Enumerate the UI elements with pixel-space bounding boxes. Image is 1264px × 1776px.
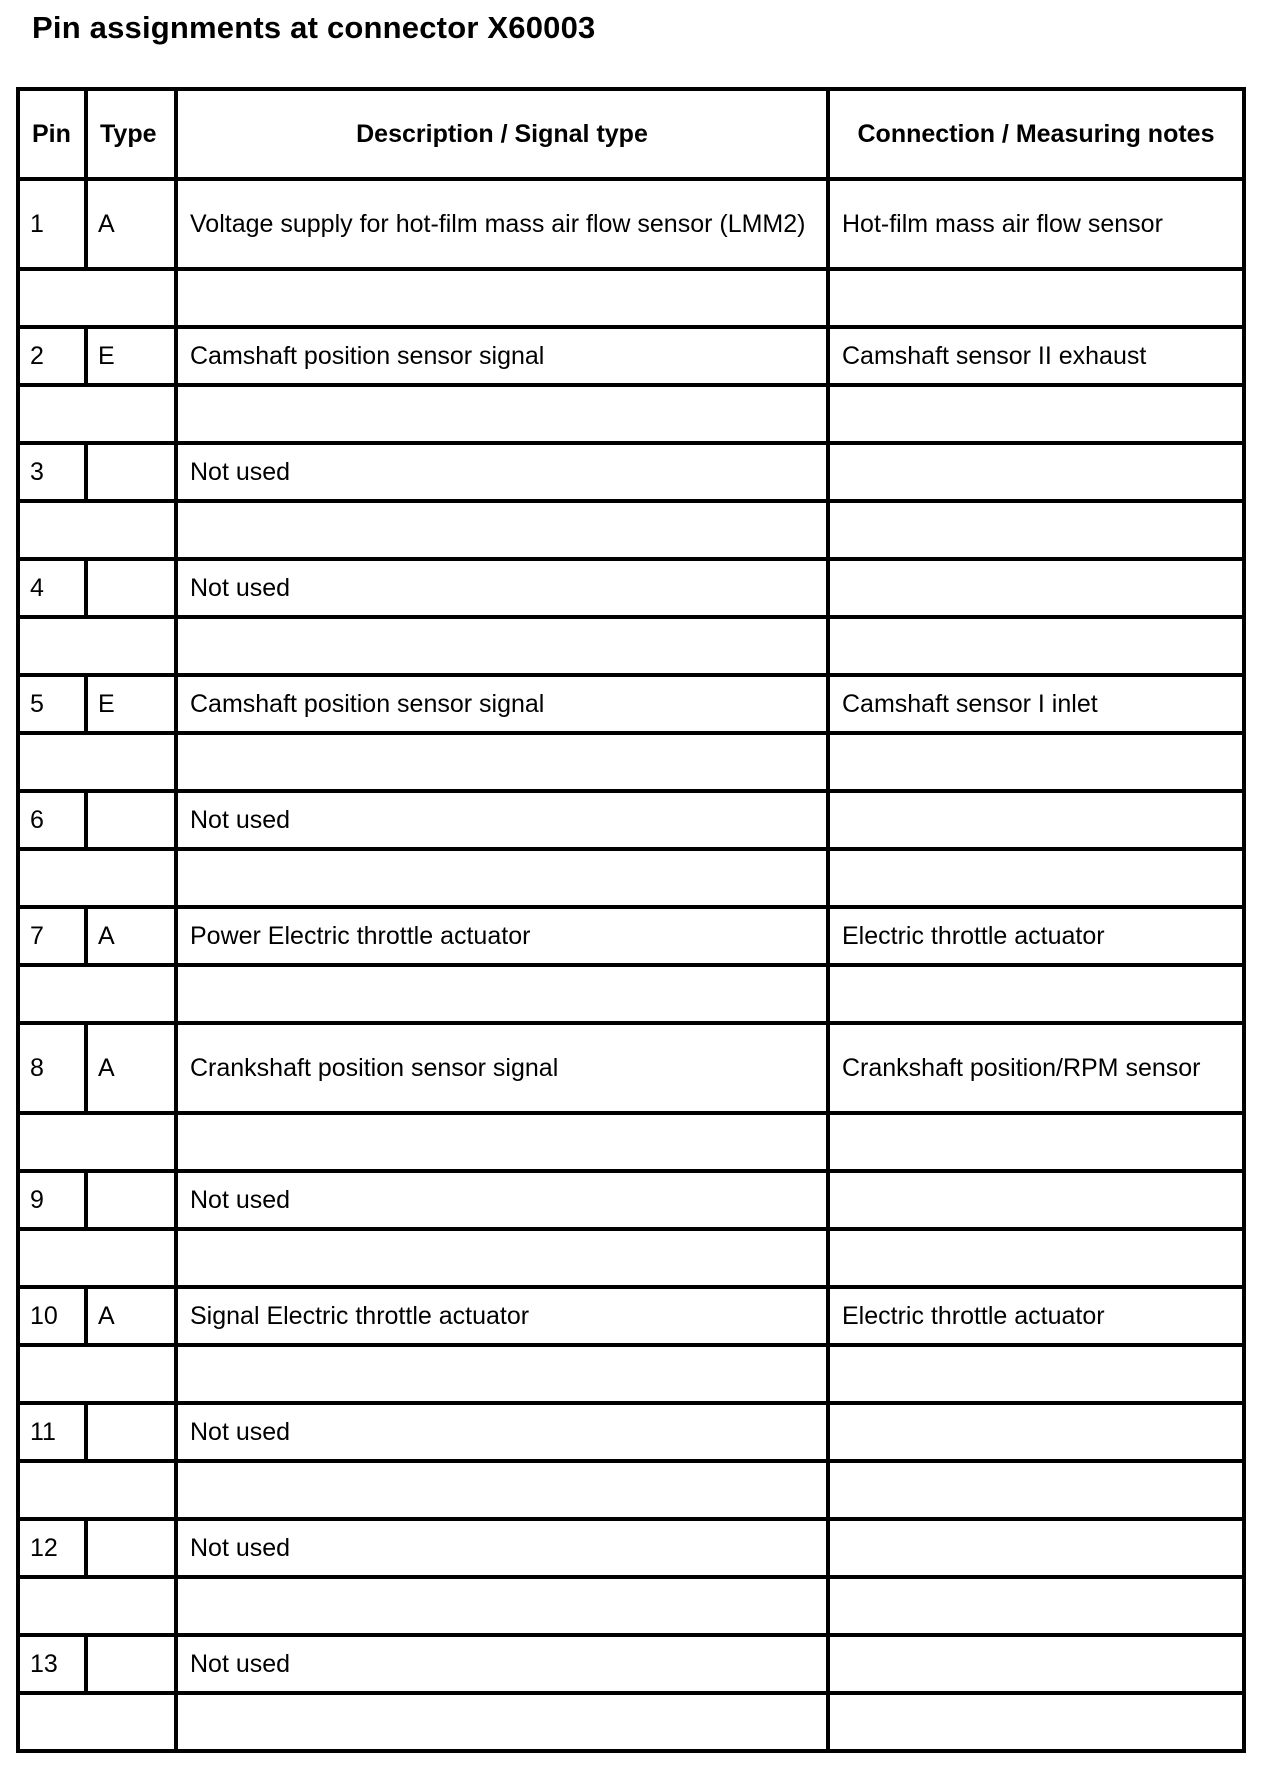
table-row	[18, 1171, 1244, 1229]
spacer-cell	[18, 1345, 176, 1403]
page-title: Pin assignments at connector X60003	[32, 10, 596, 45]
spacer-row	[18, 965, 1244, 1023]
spacer-cell	[176, 1345, 828, 1403]
description-cell: Not used	[176, 559, 828, 617]
description-cell: Signal Electric throttle actuator	[176, 1287, 828, 1345]
spacer-cell	[828, 385, 1244, 443]
pin-type-cell	[86, 1403, 176, 1461]
spacer-cell	[176, 1577, 828, 1635]
pin-number-cell: 3	[18, 443, 86, 501]
spacer-row	[18, 733, 1244, 791]
header-description: Description / Signal type	[176, 89, 828, 179]
spacer-cell	[18, 1461, 176, 1519]
description-cell: Not used	[176, 1519, 828, 1577]
table-row	[18, 1403, 1244, 1461]
connection-cell: Electric throttle actuator	[828, 1287, 1244, 1345]
spacer-cell	[18, 849, 176, 907]
spacer-cell	[18, 617, 176, 675]
spacer-row	[18, 501, 1244, 559]
pin-number-cell: 2	[18, 327, 86, 385]
pin-type-cell: E	[86, 327, 176, 385]
description-cell: Not used	[176, 791, 828, 849]
spacer-row	[18, 385, 1244, 443]
connection-cell	[828, 559, 1244, 617]
spacer-cell	[18, 965, 176, 1023]
pin-number-cell: 12	[18, 1519, 86, 1577]
pin-number-cell: 1	[18, 179, 86, 269]
spacer-row	[18, 1345, 1244, 1403]
pin-number-cell: 10	[18, 1287, 86, 1345]
connection-cell	[828, 443, 1244, 501]
description-cell: Not used	[176, 1403, 828, 1461]
pin-type-cell	[86, 1635, 176, 1693]
table-header-row	[18, 89, 1244, 179]
pin-type-cell: A	[86, 1287, 176, 1345]
header-pin: Pin	[18, 89, 86, 179]
table-row	[18, 907, 1244, 965]
spacer-cell	[18, 1113, 176, 1171]
pin-type-cell	[86, 791, 176, 849]
connection-cell: Hot-film mass air flow sensor	[828, 179, 1244, 269]
spacer-cell	[176, 1461, 828, 1519]
spacer-cell	[828, 965, 1244, 1023]
pin-type-cell	[86, 1171, 176, 1229]
pin-type-cell: A	[86, 907, 176, 965]
connection-cell: Electric throttle actuator	[828, 907, 1244, 965]
pin-type-cell	[86, 443, 176, 501]
description-cell: Voltage supply for hot-film mass air flow sensor (LMM2)	[176, 179, 828, 269]
spacer-cell	[18, 1693, 176, 1751]
spacer-cell	[18, 1577, 176, 1635]
table-body	[18, 179, 1244, 1751]
spacer-row	[18, 849, 1244, 907]
description-cell: Crankshaft position sensor signal	[176, 1023, 828, 1113]
spacer-cell	[176, 501, 828, 559]
table-row	[18, 791, 1244, 849]
pin-type-cell	[86, 559, 176, 617]
header-type: Type	[86, 89, 176, 179]
spacer-cell	[176, 617, 828, 675]
spacer-cell	[176, 1113, 828, 1171]
spacer-row	[18, 1113, 1244, 1171]
table-row	[18, 1287, 1244, 1345]
table-row	[18, 443, 1244, 501]
spacer-cell	[176, 1229, 828, 1287]
spacer-cell	[828, 1229, 1244, 1287]
spacer-cell	[176, 965, 828, 1023]
spacer-cell	[18, 501, 176, 559]
spacer-cell	[828, 1577, 1244, 1635]
spacer-cell	[18, 269, 176, 327]
connection-cell	[828, 1171, 1244, 1229]
spacer-cell	[828, 849, 1244, 907]
spacer-cell	[18, 385, 176, 443]
spacer-cell	[176, 733, 828, 791]
table-row	[18, 1519, 1244, 1577]
spacer-row	[18, 1461, 1244, 1519]
spacer-cell	[18, 1229, 176, 1287]
spacer-cell	[828, 501, 1244, 559]
description-cell: Power Electric throttle actuator	[176, 907, 828, 965]
spacer-cell	[176, 385, 828, 443]
spacer-row	[18, 269, 1244, 327]
table-row	[18, 327, 1244, 385]
pin-number-cell: 5	[18, 675, 86, 733]
pin-number-cell: 11	[18, 1403, 86, 1461]
spacer-cell	[828, 617, 1244, 675]
spacer-row	[18, 1229, 1244, 1287]
pin-assignment-table	[16, 87, 1246, 1753]
spacer-cell	[828, 1345, 1244, 1403]
connection-cell: Camshaft sensor II exhaust	[828, 327, 1244, 385]
spacer-cell	[18, 733, 176, 791]
connection-cell	[828, 1403, 1244, 1461]
spacer-cell	[176, 269, 828, 327]
pin-number-cell: 13	[18, 1635, 86, 1693]
spacer-cell	[176, 849, 828, 907]
pin-number-cell: 6	[18, 791, 86, 849]
connection-cell	[828, 1519, 1244, 1577]
pin-type-cell	[86, 1519, 176, 1577]
connection-cell	[828, 791, 1244, 849]
pin-number-cell: 9	[18, 1171, 86, 1229]
table-row	[18, 675, 1244, 733]
pin-type-cell: E	[86, 675, 176, 733]
spacer-cell	[828, 733, 1244, 791]
pin-type-cell: A	[86, 179, 176, 269]
spacer-cell	[828, 1113, 1244, 1171]
table-row	[18, 1635, 1244, 1693]
table-row	[18, 1023, 1244, 1113]
table-row	[18, 559, 1244, 617]
spacer-cell	[828, 1693, 1244, 1751]
spacer-row	[18, 617, 1244, 675]
spacer-cell	[828, 1461, 1244, 1519]
spacer-row	[18, 1693, 1244, 1751]
spacer-cell	[828, 269, 1244, 327]
description-cell: Not used	[176, 1635, 828, 1693]
spacer-row	[18, 1577, 1244, 1635]
spacer-cell	[176, 1693, 828, 1751]
description-cell: Not used	[176, 1171, 828, 1229]
connection-cell: Camshaft sensor I inlet	[828, 675, 1244, 733]
pin-number-cell: 8	[18, 1023, 86, 1113]
description-cell: Camshaft position sensor signal	[176, 675, 828, 733]
connection-cell	[828, 1635, 1244, 1693]
table-row	[18, 179, 1244, 269]
description-cell: Camshaft position sensor signal	[176, 327, 828, 385]
pin-type-cell: A	[86, 1023, 176, 1113]
connection-cell: Crankshaft position/RPM sensor	[828, 1023, 1244, 1113]
header-connection: Connection / Measuring notes	[828, 89, 1244, 179]
pin-number-cell: 4	[18, 559, 86, 617]
description-cell: Not used	[176, 443, 828, 501]
pin-number-cell: 7	[18, 907, 86, 965]
